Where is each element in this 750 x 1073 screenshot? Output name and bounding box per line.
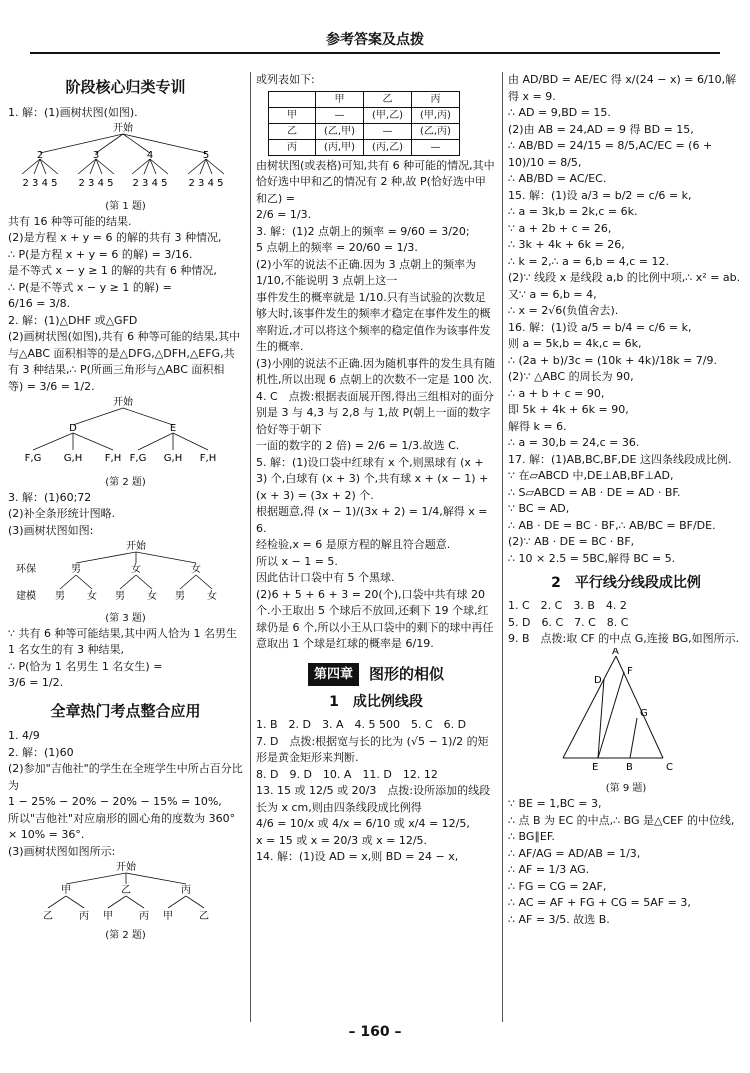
answer-line: ∴ BG∥EF.: [508, 830, 555, 843]
figure-caption: (第 2 题): [105, 929, 146, 941]
answer-line: (3)小刚的说法不正确.因为随机事件的发生具有随机性,所以出现 6 点朝上的次数不一定是 100 次.: [256, 356, 496, 386]
answer-line: ∴ S▱ABCD = AB · DE = AD · BF.: [508, 485, 681, 499]
answer-line: ∴ AF = 1/3 AG.: [508, 863, 590, 876]
section-title: 全章热门考点整合应用: [50, 701, 201, 720]
answer-line: (2)画树状图(如图),共有 6 种等可能的结果,其中与△ABC 面积相等的是△DFG,△DFH,△EFG,共有 3 种结果,∴ P(所画三角形与△ABC 面积相: [8, 330, 241, 376]
table-cell: 丙: [269, 139, 316, 155]
column-2: [256, 72, 496, 866]
table-row: [269, 107, 460, 123]
answer-line: 1 − 25% − 20% − 20% − 15% = 10%,: [8, 795, 222, 808]
answer-line: ∴ AB/BD = AC/EC.: [508, 172, 607, 185]
answer-line: 1. 解：(1)画树状图(如图).: [8, 105, 138, 119]
answer-line: 3/6 = 1/2.: [8, 676, 64, 689]
tree-row-label: 环保: [16, 564, 36, 575]
outcome-table: [268, 91, 460, 156]
table-row: [269, 123, 460, 139]
tree-node: 4: [146, 150, 154, 161]
tree-node: E: [169, 423, 177, 434]
tree-leaf: F,H: [104, 453, 122, 464]
tree-leaf: 乙: [199, 911, 209, 922]
answer-line: 5. D 6. C 7. C 8. C: [508, 615, 629, 629]
table-cell: 乙: [363, 91, 411, 107]
vertex-label: G: [640, 707, 648, 719]
tree-node: 女: [191, 564, 201, 575]
tree-node: 5: [202, 150, 210, 161]
tree-diagram-q2: [8, 395, 238, 469]
answer-line: ∴ k = 2,∴ a = 6,b = 4,c = 12.: [508, 254, 669, 268]
answer-line: ∴ a = 3k,b = 2k,c = 6k.: [508, 205, 638, 218]
answer-line: (2)小军的说法不正确.因为 3 点朝上的频率为 1/10,不能说明 3 点朝上这一: [256, 257, 477, 287]
table-cell: 丙: [411, 91, 459, 107]
answer-line: ∴ AD = 9,BD = 15.: [508, 106, 611, 119]
answer-line: 2/6 = 1/3.: [256, 208, 312, 221]
answer-line: 所以"吉他社"对应扇形的圆心角的度数为 360° × 10% = 36°.: [8, 811, 236, 841]
tree-node: 2: [36, 150, 44, 161]
answer-line: 因此估计口袋中有 5 个黑球.: [256, 571, 395, 584]
answer-line: 由树状图(或表格)可知,共有 6 种可能的情况,其中恰好选中甲和乙的情况有 2 种,故 P(恰好选中甲和乙) =: [256, 158, 495, 205]
figure-caption: (第 1 题): [105, 200, 146, 212]
answer-line: 5. 解：(1)设口袋中红球有 x 个,则黑球有 (x + 3) 个,白球有 (x + 3) 个,共有球 x + (x − 1) + (x + 3) = (3x + 2) 个.: [256, 455, 489, 502]
answer-line: ∴ AB · DE = BC · BF,∴ AB/BC = BF/DE.: [508, 518, 716, 532]
tree-leaf: 男: [55, 591, 65, 602]
table-cell: [269, 91, 316, 107]
answer-line: (2)由 AB = 24,AD = 9 得 BD = 15,: [508, 122, 694, 136]
answer-line: (2)是方程 x + y = 6 的解的共有 3 种情况,: [8, 231, 222, 244]
tree-node: 甲: [61, 885, 71, 896]
answer-line: (3)画树状图如图:: [8, 523, 94, 537]
vertex-label: E: [592, 761, 599, 773]
answer-line: 共有 16 种等可能的结果.: [8, 214, 132, 228]
figure-caption: (第 9 题): [605, 783, 647, 794]
answer-line: 8. D 9. D 10. A 11. D 12. 12: [256, 767, 438, 781]
tree-node: D: [69, 423, 77, 434]
figure-caption: (第 3 题): [105, 612, 146, 624]
answer-line: ∴ a = 30,b = 24,c = 36.: [508, 436, 640, 449]
answer-line: 3. 解：(1)2 点朝上的频率 = 9/60 = 3/20;: [256, 224, 470, 238]
tree-node: 女: [131, 564, 141, 575]
answer-line: 1. B 2. D 3. A 4. 5 500 5. C 6. D: [256, 718, 467, 731]
answer-line: 所以 x − 1 = 5.: [256, 554, 338, 568]
tree-leaf: 甲: [163, 911, 173, 922]
page-header: 参考答案及点拨: [326, 32, 424, 48]
table-cell: (甲,乙): [363, 107, 411, 123]
subsection-title: 2 平行线分线段成比例: [551, 575, 701, 591]
answer-line: ∴ P(恰为 1 名男生 1 名女生) =: [8, 659, 163, 673]
column-divider: [250, 72, 251, 1022]
tree-start-label: 开始: [116, 862, 136, 873]
answer-line: 3. 解：(1)60;72: [8, 490, 92, 504]
answer-line: ∴ P(是方程 x + y = 6 的解) = 3/16.: [8, 247, 193, 261]
answer-line: 9. B 点拨:取 CF 的中点 G,连接 BG,如图所示.: [508, 632, 740, 645]
tree-leaves: 2 3 4 5: [188, 178, 224, 189]
answer-line: 即 5k + 4k + 6k = 90,: [508, 403, 629, 416]
table-row: [269, 139, 460, 155]
tree-leaf: G,H: [63, 453, 83, 464]
answer-line: ∵ BE = 1,BC = 3,: [508, 797, 602, 810]
tree-node: 3: [92, 150, 100, 161]
tree-leaf: F,G: [129, 453, 147, 464]
answer-line: 5 点朝上的频率 = 20/60 = 1/3.: [256, 241, 418, 254]
tree-leaf: 丙: [139, 911, 149, 922]
tree-start-label: 开始: [113, 123, 133, 134]
table-cell: —: [411, 139, 459, 155]
answer-line: ∴ AF/AG = AD/AB = 1/3,: [508, 846, 641, 860]
column-divider: [502, 72, 503, 1022]
tree-leaf: 丙: [79, 911, 89, 922]
answer-line: 1. C 2. C 3. B 4. 2: [508, 599, 627, 612]
answer-line: 是不等式 x − y ≥ 1 的解的共有 6 种情况,: [8, 264, 217, 277]
table-cell: 甲: [316, 91, 364, 107]
tree-leaf: 女: [87, 591, 97, 602]
tree-leaf: 男: [115, 591, 125, 602]
tree-start-label: 开始: [113, 397, 133, 408]
table-cell: (甲,丙): [411, 107, 459, 123]
answer-line: ∴ AC = AF + FG + CG = 5AF = 3,: [508, 896, 691, 909]
tree-node: 丙: [181, 885, 191, 896]
answer-line: 由 AD/BD = AE/EC 得 x/(24 − x) = 6/10,解得 x = 9.: [508, 73, 737, 103]
column-1: [8, 72, 243, 943]
answer-line: (2)参加"吉他社"的学生在全班学生中所占百分比为: [8, 762, 243, 792]
tree-node: 男: [71, 564, 81, 575]
answer-line: 4/6 = 10/x 或 4/x = 6/10 或 x/4 = 12/5,: [256, 817, 470, 830]
subsection-title: 1 成比例线段: [329, 694, 423, 710]
tree-leaves: 2 3 4 5: [22, 178, 58, 189]
tree-node: 乙: [121, 885, 131, 896]
answer-line: ∴ 10 × 2.5 = 5BC,解得 BC = 5.: [508, 551, 676, 565]
answer-line: 解得 k = 6.: [508, 419, 567, 433]
answer-line: 2. 解：(1)△DHF 或△GFD: [8, 313, 138, 327]
chapter-name: 图形的相似: [369, 665, 445, 683]
answer-line: 或列表如下:: [256, 73, 315, 86]
answer-line: 等) = 3/6 = 1/2.: [8, 379, 95, 393]
answer-line: ∴ FG = CG = 2AF,: [508, 879, 607, 893]
answer-line: (2)6 + 5 + 6 + 3 = 20(个),口袋中共有球 20 个.小王取出 5 个球后不放回,还剩下 19 个球,红球仍是 6 个,所以小王从口袋中的剩下的球中再任意取出 1 个球是红球的概率是 6/19.: [256, 587, 494, 650]
tree-diagram-a2: [8, 860, 238, 922]
vertex-label: D: [594, 674, 602, 686]
tree-leaf: 女: [207, 591, 217, 602]
answer-line: ∵ a + 2b + c = 26,: [508, 221, 612, 235]
answer-line: 1. 4/9: [8, 729, 40, 742]
table-cell: (丙,乙): [363, 139, 411, 155]
chapter-heading: [256, 663, 496, 687]
vertex-label: A: [612, 647, 619, 657]
table-cell: 乙: [269, 123, 316, 139]
header-rule: [30, 52, 720, 54]
answer-line: 14. 解：(1)设 AD = x,则 BD = 24 − x,: [256, 850, 459, 863]
answer-line: ∴ x = 2√6(负值舍去).: [508, 304, 619, 317]
answer-line: ∵ 共有 6 种等可能结果,其中两人恰为 1 名男生 1 名女生的有 3 种结果,: [8, 626, 237, 656]
answer-line: ∴ AF = 3/5. 故选 B.: [508, 912, 610, 926]
tree-leaf: 甲: [103, 911, 113, 922]
tree-leaf: F,H: [199, 453, 217, 464]
tree-leaves: 2 3 4 5: [132, 178, 168, 189]
page-number: – 160 –: [348, 1024, 402, 1040]
table-header-row: [269, 91, 460, 107]
vertex-label: C: [666, 761, 673, 773]
tree-leaf: F,G: [24, 453, 42, 464]
tree-start-label: 开始: [126, 541, 146, 552]
answer-line: (2)补全条形统计图略.: [8, 507, 116, 520]
triangle-figure: [508, 648, 738, 776]
answer-line: ∵ BC = AD,: [508, 502, 570, 515]
table-cell: (乙,甲): [316, 123, 364, 139]
answer-line: 17. 解：(1)AB,BC,BF,DE 这四条线段成比例.: [508, 452, 732, 466]
answer-line: 7. D 点拨:根据宽与长的比为 (√5 − 1)/2 的矩形是黄金矩形来判断.: [256, 734, 489, 764]
answer-line: 13. 15 或 12/5 或 20/3 点拨:设所添加的线段长为 x cm,则由四条线段成比例得: [256, 784, 491, 814]
answer-line: 4. C 点拨:根据表面展开图,得出三组相对的面分别是 3 与 4,3 与 2,8 与 1,故 P(朝上一面的数字恰好等于朝下: [256, 389, 494, 436]
tree-diagram-q1: [8, 121, 238, 193]
answer-line: ∵ 在▱ABCD 中,DE⊥AB,BF⊥AD,: [508, 469, 674, 482]
tree-leaf: G,H: [163, 453, 183, 464]
table-cell: (丙,甲): [316, 139, 364, 155]
tree-leaves: 2 3 4 5: [78, 178, 114, 189]
answer-line: 15. 解：(1)设 a/3 = b/2 = c/6 = k,: [508, 188, 692, 202]
table-cell: (乙,丙): [411, 123, 459, 139]
answer-line: (3)画树状图如图所示:: [8, 844, 116, 858]
chapter-badge: 第四章: [308, 663, 359, 687]
answer-line: (2)∵ AB · DE = BC · BF,: [508, 535, 635, 548]
answer-line: 一面的数字的 2 倍) = 2/6 = 1/3.故选 C.: [256, 439, 460, 452]
answer-line: ∴ 点 B 为 EC 的中点,∴ BG 是△CEF 的中位线,: [508, 813, 735, 827]
vertex-label: F: [627, 665, 633, 677]
section-title: 阶段核心归类专训: [65, 78, 186, 96]
answer-line: ∴ 3k + 4k + 6k = 26,: [508, 238, 625, 251]
answer-line: 2. 解：(1)60: [8, 745, 74, 759]
answer-line: ∴ a + b + c = 90,: [508, 386, 605, 400]
answer-line: 又∵ a = 6,b = 4,: [508, 287, 597, 301]
tree-leaf: 男: [175, 591, 185, 602]
figure-caption: (第 2 题): [105, 476, 146, 488]
answer-line: ∴ AB/BD = 24/15 = 8/5,AC/EC = (6 + 10)/10 = 8/5,: [508, 139, 713, 169]
answer-line: (2)∵ △ABC 的周长为 90,: [508, 370, 634, 383]
tree-diagram-q3: [8, 539, 238, 605]
answer-line: ∴ (2a + b)/3c = (10k + 4k)/18k = 7/9.: [508, 353, 717, 367]
table-cell: 甲: [269, 107, 316, 123]
answer-line: 16. 解：(1)设 a/5 = b/4 = c/6 = k,: [508, 320, 692, 334]
answer-line: 6/16 = 3/8.: [8, 297, 71, 310]
answer-line: 事件发生的概率就是 1/10.只有当试验的次数足够大时,该事件发生的频率才稳定在事件发生的概率附近,才可以将这个频率的稳定值作为该事件发生的概率.: [256, 290, 491, 353]
vertex-label: B: [626, 761, 633, 773]
tree-row-label: 建模: [16, 591, 36, 602]
table-cell: —: [316, 107, 364, 123]
answer-line: 则 a = 5k,b = 4k,c = 6k,: [508, 337, 642, 350]
answer-line: x = 15 或 x = 20/3 或 x = 12/5.: [256, 833, 428, 847]
tree-leaf: 女: [147, 591, 157, 602]
answer-line: 经检验,x = 6 是原方程的解且符合题意.: [256, 538, 451, 551]
answer-line: ∴ P(是不等式 x − y ≥ 1 的解) =: [8, 280, 172, 294]
table-cell: —: [363, 123, 411, 139]
answer-line: (2)∵ 线段 x 是线段 a,b 的比例中项,∴ x² = ab.: [508, 271, 741, 284]
tree-leaf: 乙: [43, 911, 53, 922]
answer-line: 根据题意,得 (x − 1)/(3x + 2) = 1/4,解得 x = 6.: [256, 505, 488, 535]
column-3: [508, 72, 744, 928]
